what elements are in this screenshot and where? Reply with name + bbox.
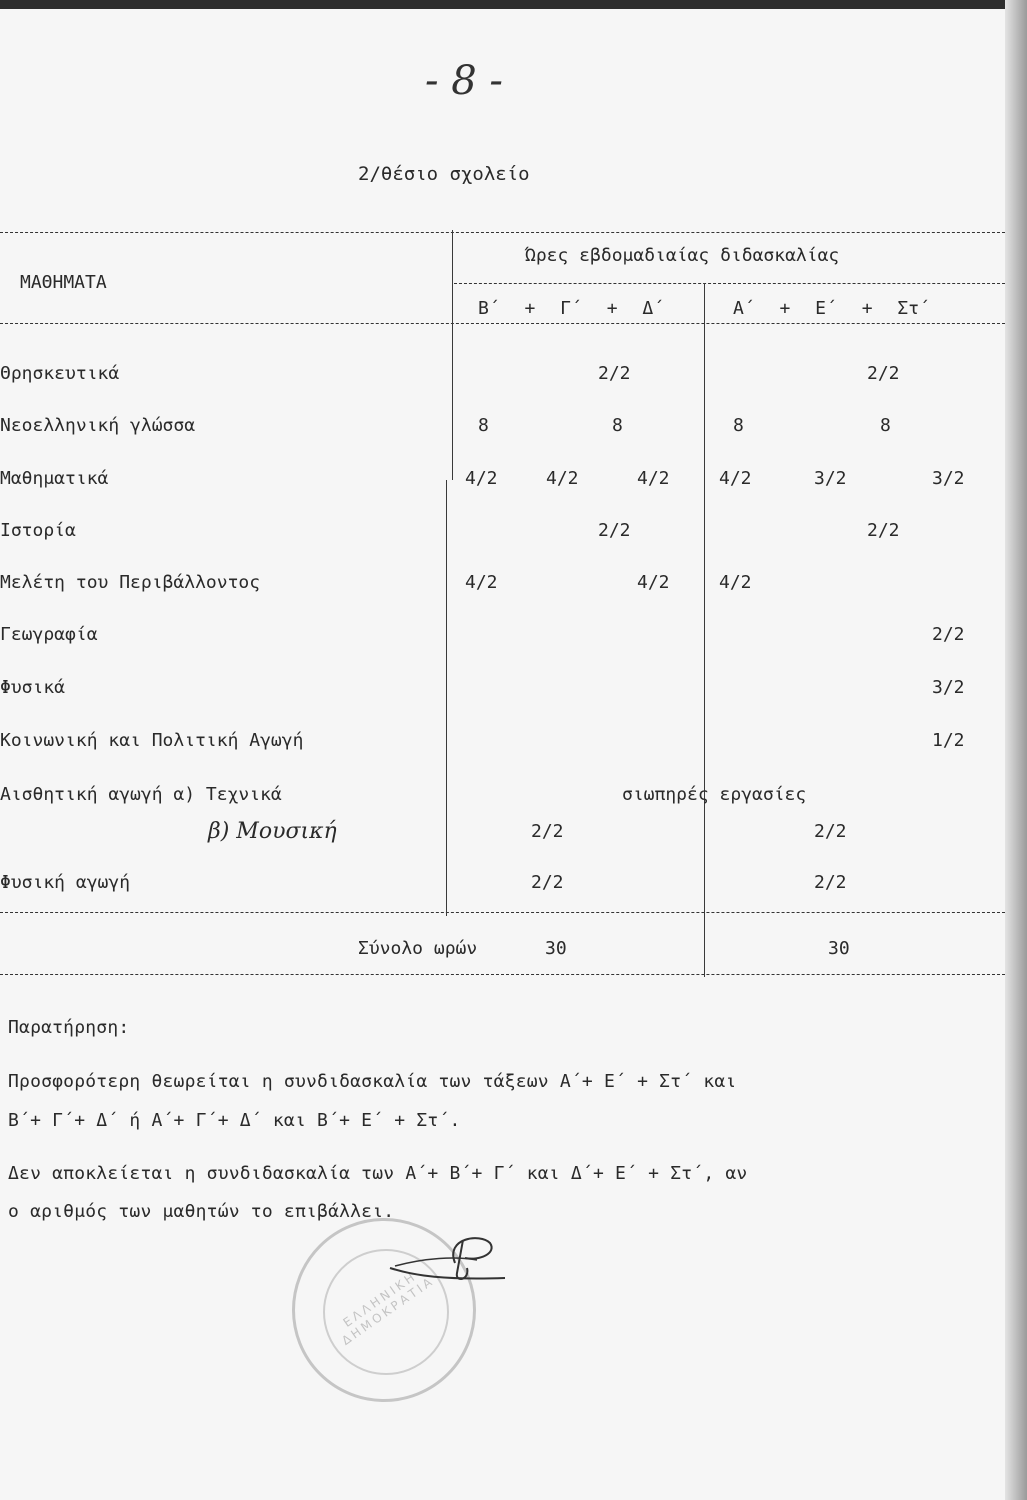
table-cell: 8 [612, 415, 623, 436]
table-cell: 3/2 [932, 677, 965, 698]
subjects-header: ΜΑΘΗΜΑΤΑ [20, 272, 107, 293]
note-heading: Παρατήρηση: [8, 1017, 130, 1038]
table-cell: 4/2 [546, 468, 579, 489]
subject-music-handwritten: β) Μουσική [208, 819, 337, 844]
table-top-rule [0, 232, 1005, 233]
page-right-edge [1005, 0, 1027, 1500]
table-cell: 2/2 [867, 520, 900, 541]
subject-column-divider-bottom [446, 480, 447, 916]
table-cell: 4/2 [637, 468, 670, 489]
table-cell: 2/2 [814, 821, 847, 842]
table-cell: 8 [880, 415, 891, 436]
subject-geography: Γεωγραφία [0, 624, 98, 645]
subject-civics: Κοινωνική και Πολιτική Αγωγή [0, 730, 304, 751]
table-cell: 4/2 [465, 468, 498, 489]
subject-column-divider-top [452, 230, 453, 480]
note-line-1: Προσφορότερη θεωρείται η συνδιδασκαλία των τάξεων Α΄+ Ε΄ + Στ΄ και [8, 1071, 737, 1092]
table-cell: 4/2 [637, 572, 670, 593]
document-title: 2/θέσιο σχολείο [358, 163, 530, 185]
table-cell: 2/2 [867, 363, 900, 384]
subject-mathematics: Μαθηματικά [0, 468, 109, 489]
hours-header: Ώρες εβδομαδιαίας διδασκαλίας [525, 245, 840, 266]
silent-work-note: σιωπηρές εργασίες [622, 784, 807, 805]
subject-physical-education: Φυσική αγωγή [0, 872, 131, 893]
total-group2: 30 [828, 938, 850, 959]
note-line-2: Β΄+ Γ΄+ Δ΄ ή Α΄+ Γ΄+ Δ΄ και Β΄+ Ε΄ + Στ΄. [8, 1110, 461, 1131]
table-bottom-rule [0, 974, 1005, 975]
table-cell: 2/2 [932, 624, 965, 645]
subject-physics: Φυσικά [0, 677, 66, 698]
table-cell: 2/2 [531, 821, 564, 842]
subject-religion: Θρησκευτικά [0, 363, 120, 384]
total-label: Σύνολο ωρών [358, 938, 478, 959]
table-cell: 8 [478, 415, 489, 436]
table-cell: 1/2 [932, 730, 965, 751]
group-column-divider [704, 283, 705, 977]
total-group1: 30 [545, 938, 567, 959]
stamp-text: ΕΛΛΗΝΙΚΗ ΔΗΜΟΚΡΑΤΙΑ [339, 1268, 437, 1348]
scan-top-border [0, 0, 1027, 9]
header-bottom-rule [0, 323, 1005, 324]
handwritten-signature [385, 1228, 515, 1298]
group2-header: Α΄ + Ε΄ + Στ΄ [733, 298, 930, 319]
note-line-3: Δεν αποκλείεται η συνδιδασκαλία των Α΄+ Β΄+ Γ΄ και Δ΄+ Ε΄ + Στ΄, αν [8, 1163, 748, 1184]
subject-environment: Μελέτη του Περιβάλλοντος [0, 572, 261, 593]
body-bottom-rule [0, 912, 1005, 913]
table-cell: 2/2 [598, 520, 631, 541]
table-cell: 2/2 [814, 872, 847, 893]
subject-history: Ιστορία [0, 520, 76, 541]
page-number: - 8 - [425, 58, 503, 104]
subject-aesthetic-arts: Αισθητική αγωγή α) Τεχνικά [0, 784, 282, 805]
table-cell: 3/2 [932, 468, 965, 489]
note-line-4: ο αριθμός των μαθητών το επιβάλλει. [8, 1201, 395, 1222]
table-cell: 3/2 [814, 468, 847, 489]
table-cell: 2/2 [598, 363, 631, 384]
group1-header: Β΄ + Γ΄ + Δ΄ [478, 298, 665, 319]
table-cell: 2/2 [531, 872, 564, 893]
table-cell: 4/2 [719, 468, 752, 489]
subject-modern-greek: Νεοελληνική γλώσσα [0, 415, 196, 436]
table-cell: 8 [733, 415, 744, 436]
table-cell: 4/2 [465, 572, 498, 593]
table-cell: 4/2 [719, 572, 752, 593]
hours-header-rule [454, 283, 1005, 284]
